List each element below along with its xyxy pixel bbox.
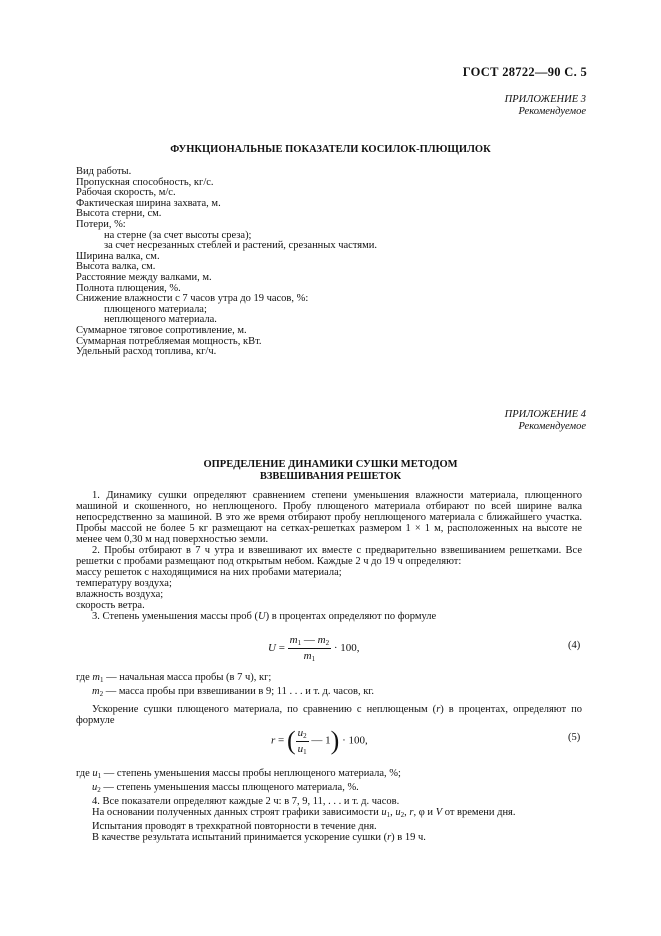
list-item: Пропускная способность, кг/с. — [76, 176, 214, 188]
paragraph-3: 3. Степень уменьшения массы проб (U) в процентах определяют по формуле — [92, 611, 437, 622]
paragraph-result: В качестве результата испытаний принимается ускорение сушки (r) в 19 ч. — [92, 832, 426, 843]
list-item: плющеного материала; — [104, 303, 207, 315]
indicators-list — [76, 167, 377, 358]
list-item: Удельный расход топлива, кг/ч. — [76, 346, 217, 358]
formula-4-number: (4) — [568, 640, 581, 651]
list-item: Суммарная потребляемая мощность, кВт. — [76, 335, 262, 347]
list-item: Расстояние между валками, м. — [76, 271, 212, 283]
appendix-3-label: ПРИЛОЖЕНИЕ 3 — [504, 94, 586, 105]
list-item: влажность воздуха; — [76, 589, 164, 600]
appendix-3-status: Рекомендуемое — [518, 106, 586, 117]
list-item: Фактическая ширина захвата, м. — [76, 197, 221, 209]
paragraph-acceleration: Ускорение сушки плющеного материала, по сравнению с неплющеным (r) в процентах, определяют по формуле — [76, 704, 582, 726]
section-4-title-line: ОПРЕДЕЛЕНИЕ ДИНАМИКИ СУШКИ МЕТОДОМ — [203, 459, 458, 470]
paragraph-graphs: На основании полученных данных строят графики зависимости $u_1$, $u_2$, r, φ и V от времени дня. — [92, 807, 516, 819]
list-item: Высота валка, см. — [76, 261, 156, 273]
list-item: Суммарное тяговое сопротивление, м. — [76, 324, 247, 336]
list-item: Снижение влажности с 7 часов утра до 19 часов, %: — [76, 293, 309, 305]
appendix-4-label: ПРИЛОЖЕНИЕ 4 — [504, 409, 586, 420]
list-item: за счет несрезанных стеблей и растений, срезанных частями. — [104, 240, 378, 252]
list-item: Полнота плющения, %. — [76, 282, 181, 294]
list-item: Потери, %: — [76, 218, 126, 230]
page-header: ГОСТ 28722—90 С. 5 — [462, 65, 587, 79]
list-item: на стерне (за счет высоты среза); — [104, 229, 252, 241]
section-4-title — [0, 459, 661, 483]
formula-4-legend: где $m_1$ — начальная масса пробы (в 7 ч), кг; $m_2$ — масса пробы при взвешивании в 9; 11 . . . и т. д. часов, кг. Ускорение сушки плющеного материала, по сравнению с неплющеным (r) в процентах, определяют по формуле — [76, 672, 582, 726]
paragraph-2: 2. Пробы отбирают в 7 ч утра и взвешивают их вместе с предварительно взвешиванием решетками. Все решетки с пробами размещают под открытым небом. Каждые 2 ч до 19 ч определяют: — [76, 545, 582, 567]
paragraph-repeat: Испытания проводят в трехкратной повторности в течение дня. — [92, 821, 377, 832]
section-4-body — [76, 490, 582, 622]
list-item: неплющеного материала. — [104, 314, 217, 326]
formula-4: U = $\frac{m_1 — m_2}{m_1}$ · 100, — [268, 634, 360, 663]
formula-5-number: (5) — [568, 732, 581, 743]
list-item: Рабочая скорость, м/с. — [76, 187, 176, 199]
list-item: массу решеток с находящимися на них пробами материала; — [76, 567, 342, 578]
paragraph-1: 1. Динамику сушки определяют сравнением степени уменьшения влажности материала, плющенного машиной и скошенного, но неплющеного. Пробу плющеного материала отбирают по всей ширине валка непосредственно за машиной. В это же время отбирают пробу неплющеного материала с ближайшего участка. Пробы массой не более 5 кг размещают на сетках-решетках размером 1 × 1 м, расположенных на высоте не менее чем 0,30 м над поверхностью земли. — [76, 490, 582, 545]
paragraph-4: 4. Все показатели определяют каждые 2 ч: в 7, 9, 11, . . . и т. д. часов. — [92, 796, 400, 807]
list-item: Высота стерни, см. — [76, 208, 162, 220]
formula-5-legend: где $u_1$ — степень уменьшения массы пробы неплющеного материала, %; $u_2$ — степень уменьшения массы плющеного материала, %. 4. Все показатели определяют каждые 2 ч: в 7, 9, 11, . . . и т. д. часов. На основании полученных данных строят графики зависимости $u_1$, $u_2$, r, φ и V от времени дня. Испытания проводят в трехкратной повторности в течение дня. В качестве результата испытаний принимается ускорение сушки (r) в 19 ч. — [76, 768, 582, 843]
formula-5: r = ( $\frac{u_2}{u_1}$ — 1) · 100, — [271, 726, 368, 756]
list-item: скорость ветра. — [76, 600, 145, 611]
list-item: Ширина валка, см. — [76, 250, 160, 262]
list-item: Вид работы. — [76, 166, 132, 177]
appendix-4-status: Рекомендуемое — [518, 421, 586, 432]
appendix-4-heading — [505, 409, 586, 433]
list-item: температуру воздуха; — [76, 578, 172, 589]
section-4-title-line: ВЗВЕШИВАНИЯ РЕШЕТОК — [259, 471, 402, 482]
section-3-title: ФУНКЦИОНАЛЬНЫЕ ПОКАЗАТЕЛИ КОСИЛОК-ПЛЮЩИЛОК — [170, 144, 491, 155]
appendix-3-heading — [505, 94, 586, 118]
